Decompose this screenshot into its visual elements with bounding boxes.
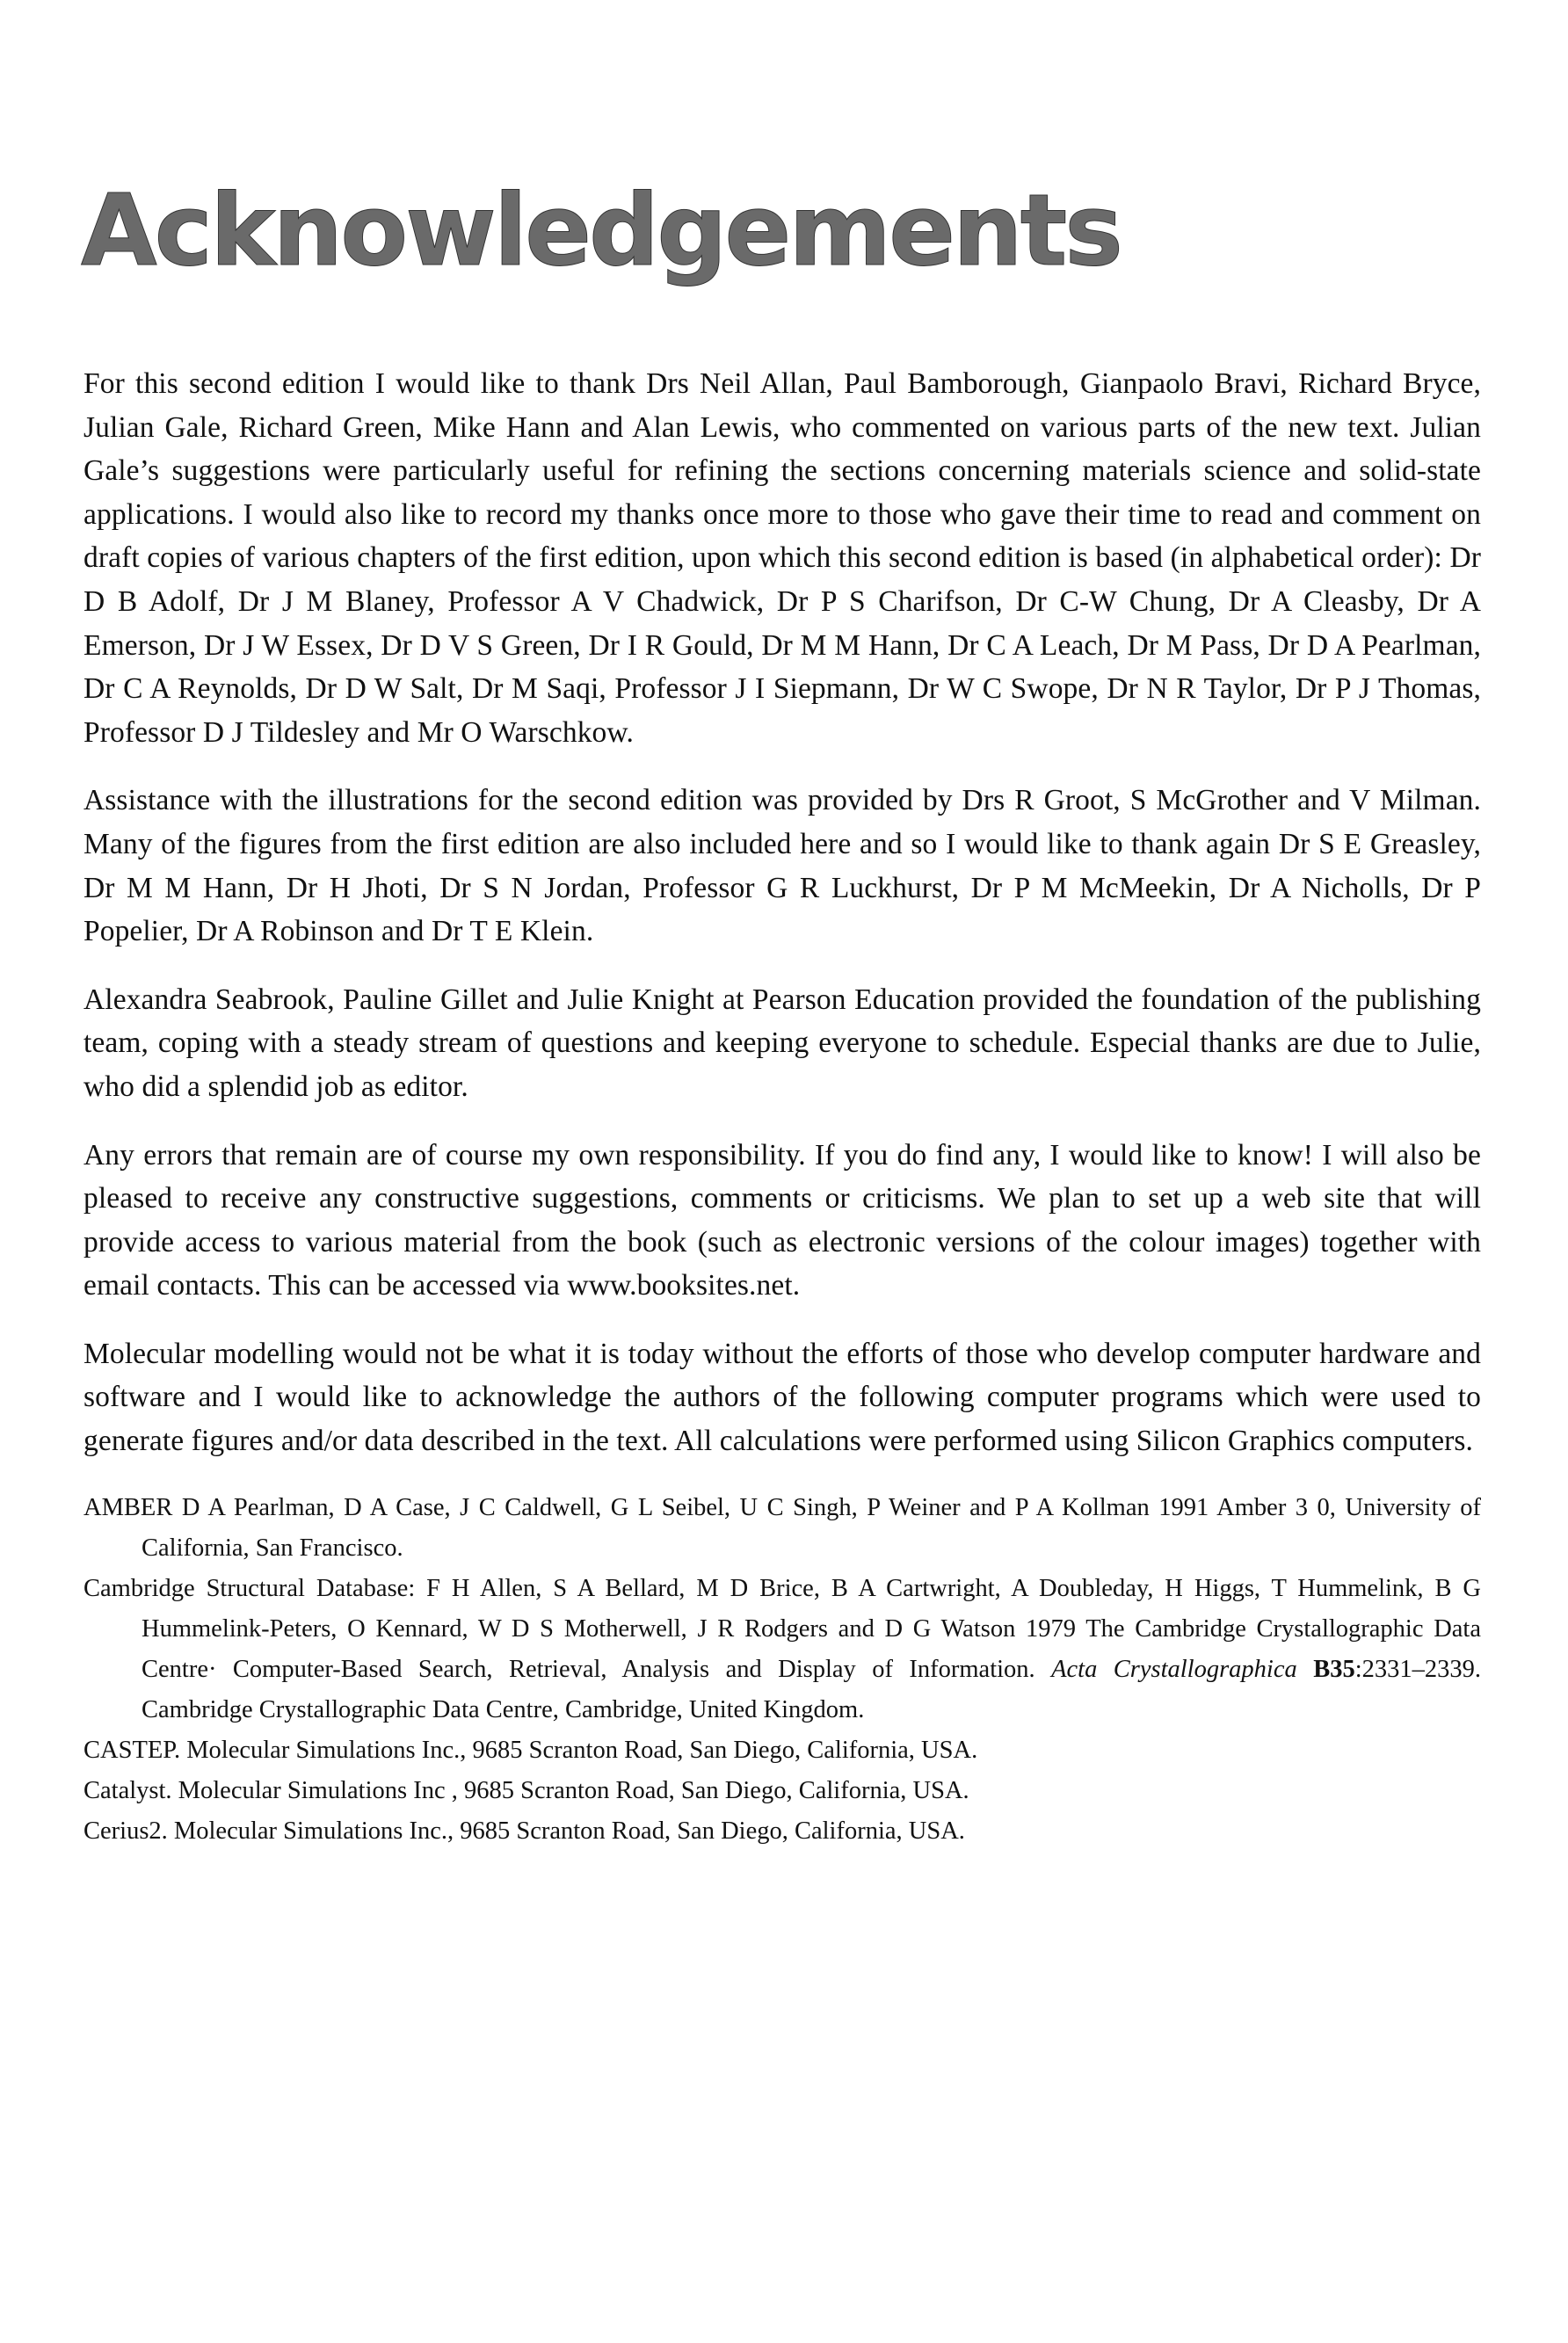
reference-csd-authors: Cambridge Structural Database: F H Allen, S A Bellard, M D Brice, B A Cartwright, A Doubleday, H Higgs, T Hummelink, B G Hummelink-Peters, O Kennard, W D S Motherwell, J R Rodgers and D G Watson 1979 The Cambridge Crystallographic Data Centre· Computer-Based Search, Retrieval, Analysis and Display of Information.	[83, 1574, 1481, 1683]
paragraph-publishing-team: Alexandra Seabrook, Pauline Gillet and Julie Knight at Pearson Education provided the foundation of the publishing team, coping with a steady stream of questions and keeping everyone to schedule. Especial thanks are due to Julie, who did a splendid job as editor.	[83, 983, 1481, 1103]
paragraph-software: Molecular modelling would not be what it is today without the efforts of those who develop computer hardware and software and I would like to acknowledge the authors of the following computer programs which were used to generate figures and/or data described in the text. All calculations were performed using Silicon Graphics computers.	[83, 1337, 1481, 1458]
paragraph-illustrations: Assistance with the illustrations for the second edition was provided by Drs R Groot, S McGrother and V Milman. Many of the figures from the first edition are also included here and so I would like to thank again Dr S E Greasley, Dr M M Hann, Dr H Jhoti, Dr S N Jordan, Professor G R Luckhurst, Dr P M McMeekin, Dr A Nicholls, Dr P Popelier, Dr A Robinson and Dr T E Klein.	[83, 784, 1481, 948]
reference-csd-journal: Acta Crystallographica	[1051, 1655, 1297, 1683]
paragraph-errors-website: Any errors that remain are of course my own responsibility. If you do find any, I would like to know! I will also be pleased to receive any constructive suggestions, comments or criticisms. We plan to set up a web site that will provide access to various material from the book (such as electronic versions of the colour images) together with email contacts. This can be accessed via www.booksites.net.	[83, 1138, 1481, 1302]
reference-castep: CASTEP. Molecular Simulations Inc., 9685 Scranton Road, San Diego, California, USA.	[83, 1736, 978, 1764]
page-title: Acknowledgements	[81, 174, 1121, 289]
reference-csd-volume: B35	[1313, 1655, 1355, 1683]
paragraph-thanks-second-edition: For this second edition I would like to thank Drs Neil Allan, Paul Bamborough, Gianpaolo Bravi, Richard Bryce, Julian Gale, Richard Green, Mike Hann and Alan Lewis, who commented on various parts of the new text. Julian Gale’s suggestions were particularly useful for refining the sections concerning materials science and solid-state applications. I would also like to record my thanks once more to those who gave their time to read and comment on draft copies of various chapters of the first edition, upon which this second edition is based (in alphabetical order): Dr D B Adolf, Dr J M Blaney, Professor A V Chadwick, Dr P S Charifson, Dr C-W Chung, Dr A Cleasby, Dr A Emerson, Dr J W Essex, Dr D V S Green, Dr I R Gould, Dr M M Hann, Dr C A Leach, Dr M Pass, Dr D A Pearlman, Dr C A Reynolds, Dr D W Salt, Dr M Saqi, Professor J I Siepmann, Dr W C Swope, Dr N R Taylor, Dr P J Thomas, Professor D J Tildesley and Mr O Warschkow.	[83, 367, 1481, 749]
page-body	[83, 362, 1481, 1852]
reference-csd-pages: :2331–2339. Cambridge Crystallographic Data Centre, Cambridge, United Kingdom.	[142, 1655, 1482, 1723]
reference-amber: AMBER D A Pearlman, D A Case, J C Caldwell, G L Seibel, U C Singh, P Weiner and P A Kollman 1991 Amber 3 0, University of California, San Francisco.	[83, 1493, 1481, 1562]
program-references	[83, 1488, 1481, 1852]
reference-cambridge-structural-database	[83, 1569, 1481, 1730]
reference-cerius2: Cerius2. Molecular Simulations Inc., 9685 Scranton Road, San Diego, California, USA.	[83, 1817, 965, 1845]
reference-catalyst: Catalyst. Molecular Simulations Inc , 9685 Scranton Road, San Diego, California, USA.	[83, 1776, 969, 1804]
